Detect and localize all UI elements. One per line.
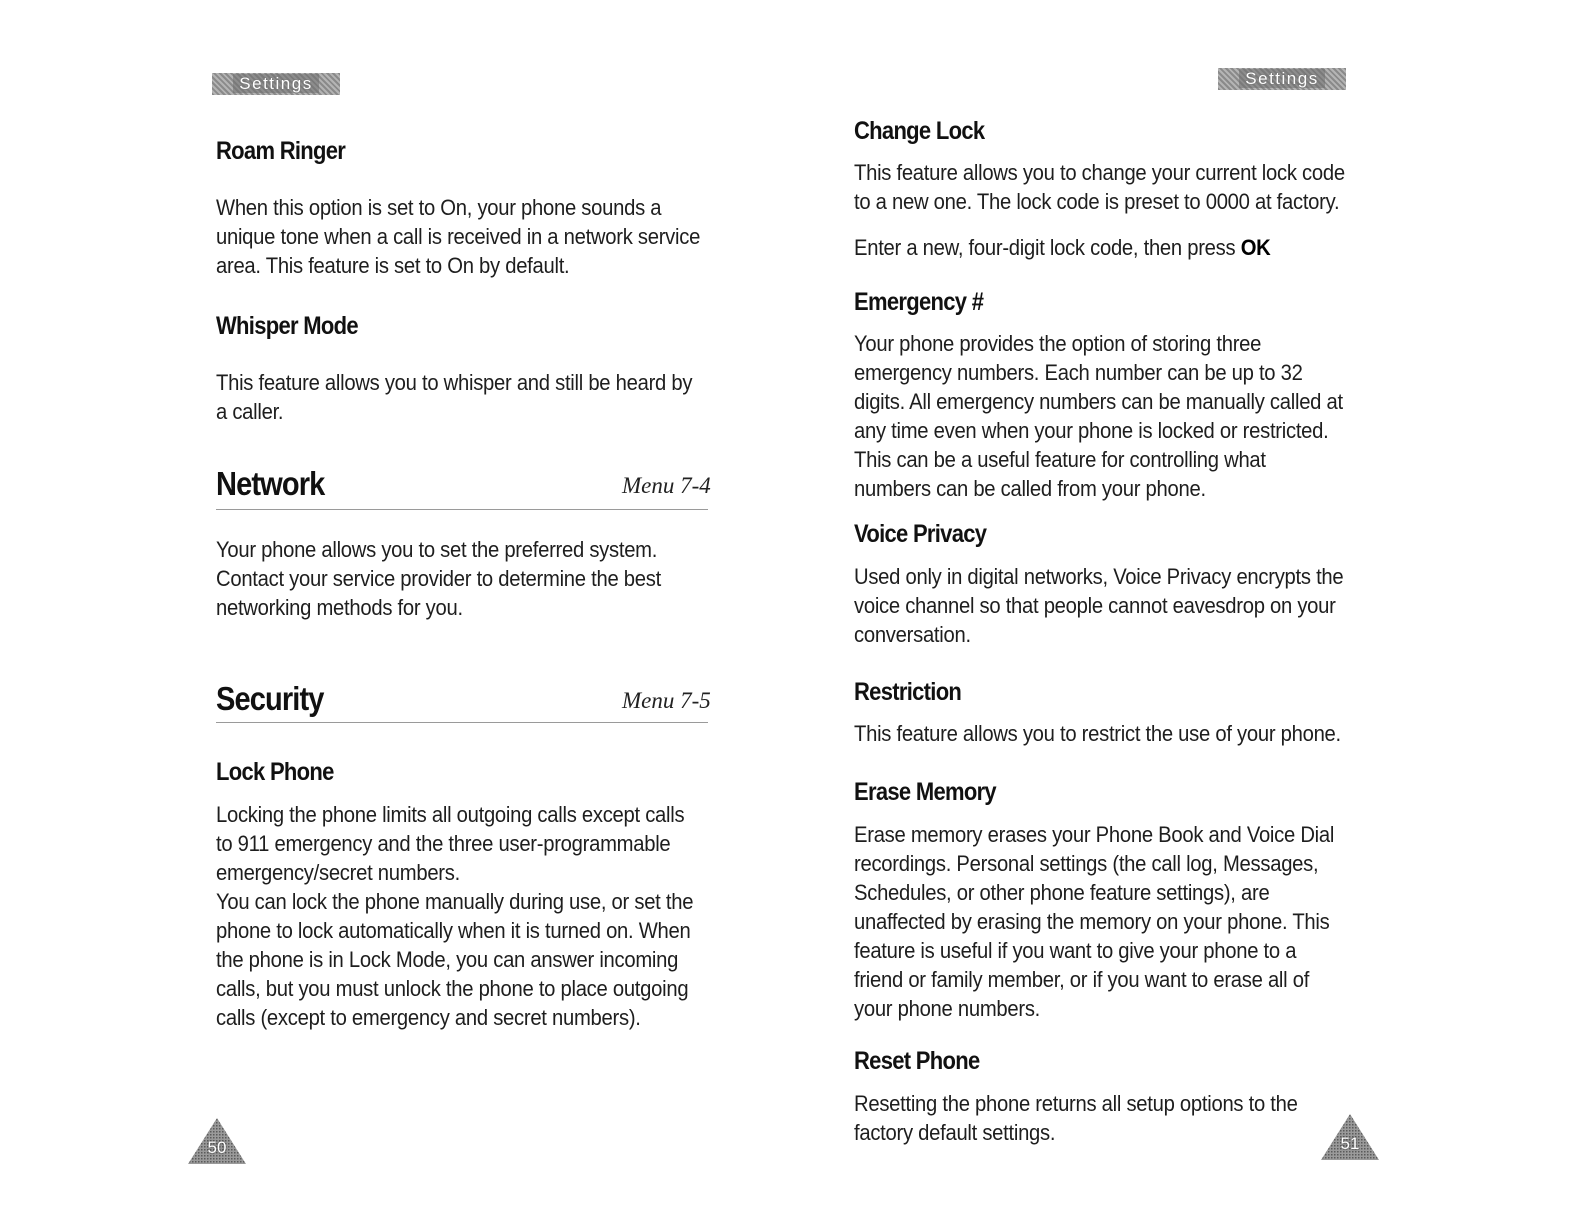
text-line: any time even when your phone is locked or restricted.: [854, 418, 1329, 443]
text-line: calls (except to emergency and secret numbers).: [216, 1005, 641, 1030]
emergency-text: [854, 329, 1343, 503]
right-page: [789, 0, 1578, 1221]
page-number-badge: [186, 1116, 248, 1166]
text-line: This feature allows you to whisper and still be heard by: [216, 370, 693, 395]
text-line: phone to lock automatically when it is turned on. When: [216, 918, 691, 943]
instruction-text: Enter a new, four-digit lock code, then press: [854, 235, 1236, 260]
network-divider: [216, 509, 708, 510]
text-line: When this option is set to On, your phone sounds a: [216, 195, 662, 220]
text-line: Locking the phone limits all outgoing calls except calls: [216, 802, 685, 827]
text-line: Schedules, or other phone feature settings), are: [854, 880, 1270, 905]
text-line: to 911 emergency and the three user-programmable: [216, 831, 671, 856]
restriction-text: [854, 719, 1341, 748]
text-line: unaffected by erasing the memory on your phone. This: [854, 909, 1330, 934]
change-lock-text: [854, 158, 1345, 216]
instruction-line: [854, 233, 1271, 262]
text-line: digits. All emergency numbers can be manually called at: [854, 389, 1343, 414]
voice-privacy-heading: Voice Privacy: [854, 520, 987, 548]
header-tab-settings: [1218, 68, 1346, 90]
security-divider: [216, 722, 708, 723]
network-text: [216, 535, 661, 622]
reset-phone-text: [854, 1089, 1298, 1147]
text-line: This can be a useful feature for controlling what: [854, 447, 1266, 472]
text-line: to a new one. The lock code is preset to 0000 at factory.: [854, 189, 1340, 214]
security-heading: Security: [216, 680, 324, 717]
text-line: emergency numbers. Each number can be up to 32: [854, 360, 1303, 385]
change-lock-instruction: [854, 233, 1271, 262]
text-line: recordings. Personal settings (the call log, Messages,: [854, 851, 1319, 876]
security-menu-ref: Menu 7-5: [622, 688, 711, 713]
whisper-mode-heading: Whisper Mode: [216, 312, 358, 340]
emergency-heading: Emergency #: [854, 288, 984, 316]
page-number-badge: [1319, 1112, 1381, 1162]
change-lock-heading: Change Lock: [854, 117, 985, 145]
text-line: Resetting the phone returns all setup options to the: [854, 1091, 1298, 1116]
text-line: emergency/secret numbers.: [216, 860, 460, 885]
text-line: voice channel so that people cannot eavesdrop on your: [854, 593, 1336, 618]
header-tab-label: Settings: [233, 74, 318, 93]
text-line: This feature allows you to change your current lock code: [854, 160, 1345, 185]
header-tab-label: Settings: [1239, 69, 1324, 88]
lock-phone-heading: Lock Phone: [216, 758, 334, 786]
text-line: networking methods for you.: [216, 595, 463, 620]
roam-ringer-text: [216, 193, 700, 280]
text-line: Contact your service provider to determine the best: [216, 566, 661, 591]
text-line: conversation.: [854, 622, 971, 647]
text-line: unique tone when a call is received in a network service: [216, 224, 701, 249]
text-line: factory default settings.: [854, 1120, 1056, 1145]
text-line: Your phone provides the option of storing three: [854, 331, 1262, 356]
erase-memory-text: [854, 820, 1334, 1023]
reset-phone-heading: Reset Phone: [854, 1047, 980, 1075]
restriction-heading: Restriction: [854, 678, 962, 706]
text-line: feature is useful if you want to give your phone to a: [854, 938, 1297, 963]
text-line: numbers can be called from your phone.: [854, 476, 1206, 501]
text-line: Erase memory erases your Phone Book and Voice Dial: [854, 822, 1335, 847]
text-line: Used only in digital networks, Voice Privacy encrypts the: [854, 564, 1344, 589]
header-tab-settings: [212, 73, 340, 95]
whisper-mode-text: [216, 368, 692, 426]
page-number: 51: [1340, 1134, 1360, 1153]
network-heading: Network: [216, 465, 325, 502]
lock-phone-text: [216, 800, 693, 1032]
text-line: a caller.: [216, 399, 284, 424]
voice-privacy-text: [854, 562, 1343, 649]
roam-ringer-heading: Roam Ringer: [216, 137, 346, 165]
text-line: friend or family member, or if you want to erase all of: [854, 967, 1310, 992]
text-line: your phone numbers.: [854, 996, 1041, 1021]
text-line: area. This feature is set to On by default.: [216, 253, 570, 278]
text-line: This feature allows you to restrict the use of your phone.: [854, 721, 1341, 746]
network-menu-ref: Menu 7-4: [622, 473, 711, 498]
text-line: calls, but you must unlock the phone to place outgoing: [216, 976, 689, 1001]
text-line: Your phone allows you to set the preferred system.: [216, 537, 658, 562]
text-line: the phone is in Lock Mode, you can answer incoming: [216, 947, 679, 972]
erase-memory-heading: Erase Memory: [854, 778, 996, 806]
page-number: 50: [207, 1138, 227, 1157]
text-line: You can lock the phone manually during use, or set the: [216, 889, 694, 914]
ok-key-label: OK: [1240, 235, 1271, 260]
